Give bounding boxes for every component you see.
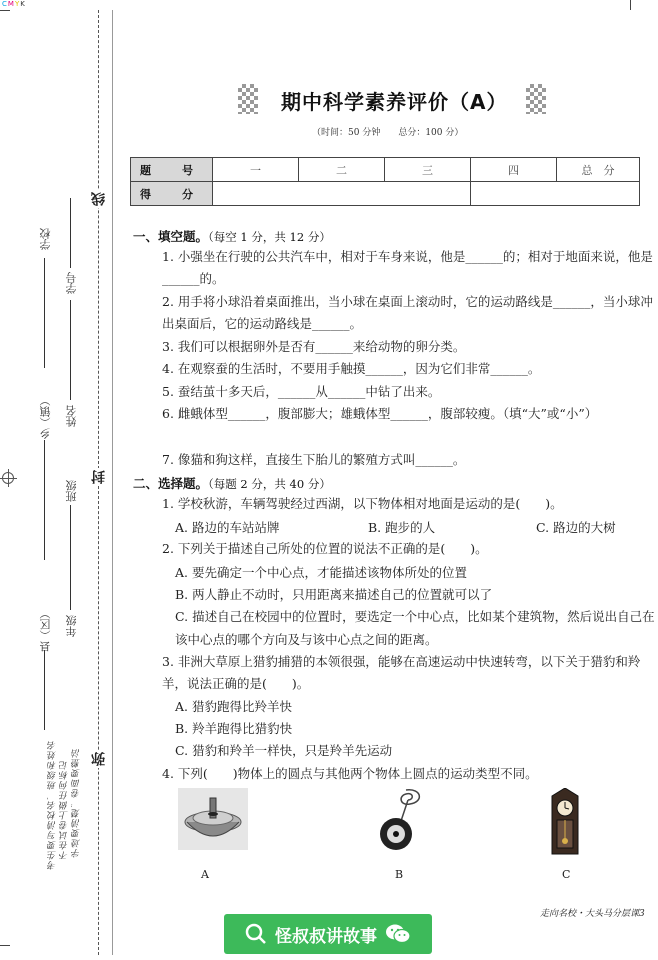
field-town-line[interactable] [44, 440, 45, 560]
score-col-1: 一 [213, 158, 299, 182]
section-2-heading: 二、选择题。（每题 2 分，共 40 分） [133, 476, 331, 491]
s2-q1-option-c[interactable]: C. 路边的大树 [536, 520, 616, 535]
field-student-id-line[interactable] [70, 198, 71, 268]
s2-q1-option-a[interactable]: A. 路边的车站站牌 [175, 520, 280, 535]
s2-q3-option-c[interactable]: C. 猎豹和羚羊一样快，只是羚羊先运动 [175, 743, 393, 758]
field-town-label: 乡（镇） [39, 395, 52, 439]
pendulum-clock-picture[interactable] [548, 788, 582, 858]
checker-decoration-left [238, 84, 258, 114]
s1-question-7: 7. 像猫和狗这样，直接生下胎儿的繁殖方式叫______。 [162, 452, 466, 467]
score-table-label-number: 题 号 [131, 158, 213, 182]
wechat-icon [385, 923, 411, 945]
score-cell-4-total[interactable] [471, 182, 640, 206]
registration-mark-left [2, 472, 14, 484]
field-name-label: 姓名 [65, 405, 78, 427]
s1-question-3: 3. 我们可以根据卵外是否有______来给动物的卵分类。 [162, 339, 466, 354]
score-col-4: 四 [471, 158, 557, 182]
field-student-id-label: 学号 [65, 272, 78, 294]
field-school-line[interactable] [44, 258, 45, 368]
score-table-header-row [131, 158, 640, 182]
s2-q2-stem: 2. 下列关于描述自己所处的位置的说法不正确的是( )。 [162, 541, 488, 556]
crop-mark-top-right [630, 0, 631, 10]
s2-q1-option-b[interactable]: B. 跑步的人 [368, 520, 436, 535]
s1-question-1: 1. 小强坐在行驶的公共汽车中，相对于车身来说，他是______的；相对于地面来说，他是______的。 [162, 249, 653, 286]
page-title: 期中科学素养评价（A） [281, 90, 508, 114]
s1-question-6: 6. 雌蛾体型______，腹部膨大；雄蛾体型______，腹部较瘦。（填“大”或“小”） [162, 406, 598, 421]
section-1-heading: 一、填空题。（每空 1 分，共 12 分） [133, 229, 331, 244]
field-county-label: 县（区） [39, 608, 52, 652]
score-col-3: 三 [385, 158, 471, 182]
field-grade-line[interactable] [70, 560, 71, 610]
field-school-label: 学校 [39, 228, 52, 250]
binding-word-mi: 弥 [91, 752, 107, 766]
watermark-banner [224, 914, 432, 954]
picture-label-c: C [562, 868, 571, 881]
field-class-label: 班级 [65, 480, 78, 502]
exam-note-3: 字迹要清楚，卷面要整洁 [72, 748, 82, 858]
score-col-total: 总 分 [557, 158, 640, 182]
s2-q4-stem: 4. 下列( )物体上的圆点与其他两个物体上圆点的运动类型不同。 [162, 766, 538, 781]
s1-question-4: 4. 在观察蚕的生活时，不要用手触摸______，因为它们非常______。 [162, 361, 541, 376]
score-col-2: 二 [299, 158, 385, 182]
score-table-label-score: 得 分 [131, 182, 213, 206]
s2-q3-stem: 3. 非洲大草原上猎豹捕猎的本领很强，能够在高速运动中快速转弯，以下关于猎豹和羚羊，说法正确的是( )。 [162, 654, 641, 691]
s2-q2-option-c[interactable]: C. 描述自己在校园中的位置时，要选定一个中心点，比如某个建筑物，然后说出自己在该中心点的哪个方向及与该中心点之间的距离。 [175, 609, 655, 647]
s2-q1-stem: 1. 学校秋游，车辆驾驶经过西湖，以下物体相对地面是运动的是( )。 [162, 496, 563, 511]
s1-question-2: 2. 用手将小球沿着桌面推出，当小球在桌面上滚动时，它的运动路线是______，当小球冲出桌面后，它的运动路线是______。 [162, 294, 653, 331]
checker-decoration-right [526, 84, 546, 114]
s2-q2-option-b[interactable]: B. 两人静止不动时，只用距离来描述自己的位置就可以了 [175, 587, 493, 602]
picture-label-b: B [395, 868, 404, 881]
field-grade-label: 年级 [65, 615, 78, 637]
s2-q3-option-b[interactable]: B. 羚羊跑得比猎豹快 [175, 721, 293, 736]
spinning-top-picture[interactable] [178, 788, 248, 850]
crop-mark-top-left [0, 10, 10, 11]
exam-time-score: （时间：50 分钟 总分：100 分） [312, 128, 464, 138]
binding-margin-line [112, 10, 113, 955]
print-color-marks: CMYK [2, 0, 26, 8]
search-icon [245, 923, 267, 945]
field-name-line[interactable] [70, 320, 71, 400]
exam-note-1: 考生要写清校名、班级和姓名 [48, 740, 58, 870]
s1-question-5: 5. 蚕结茧十多天后，______从______中钻了出来。 [162, 384, 441, 399]
picture-label-a: A [201, 868, 209, 881]
field-county-line[interactable] [44, 650, 45, 730]
score-cell-1-3[interactable] [213, 182, 471, 206]
banner-text: 怪叔叔讲故事 [275, 926, 377, 947]
binding-word-xian: 线 [91, 192, 107, 206]
s2-q3-option-a[interactable]: A. 猎豹跑得比羚羊快 [175, 699, 292, 714]
score-table-score-row [131, 182, 640, 206]
title-block [236, 80, 556, 120]
binding-word-feng: 封 [91, 470, 107, 484]
publisher-footer: 走向名校・大头马分层课3 [540, 909, 645, 919]
score-table [130, 157, 640, 206]
exam-note-2: 不在试卷上做任何标记 [60, 760, 70, 860]
yoyo-picture[interactable] [370, 786, 430, 854]
s2-q2-option-a[interactable]: A. 要先确定一个中心点，才能描述该物体所处的位置 [175, 565, 467, 580]
crop-mark-bottom-left [0, 945, 10, 946]
